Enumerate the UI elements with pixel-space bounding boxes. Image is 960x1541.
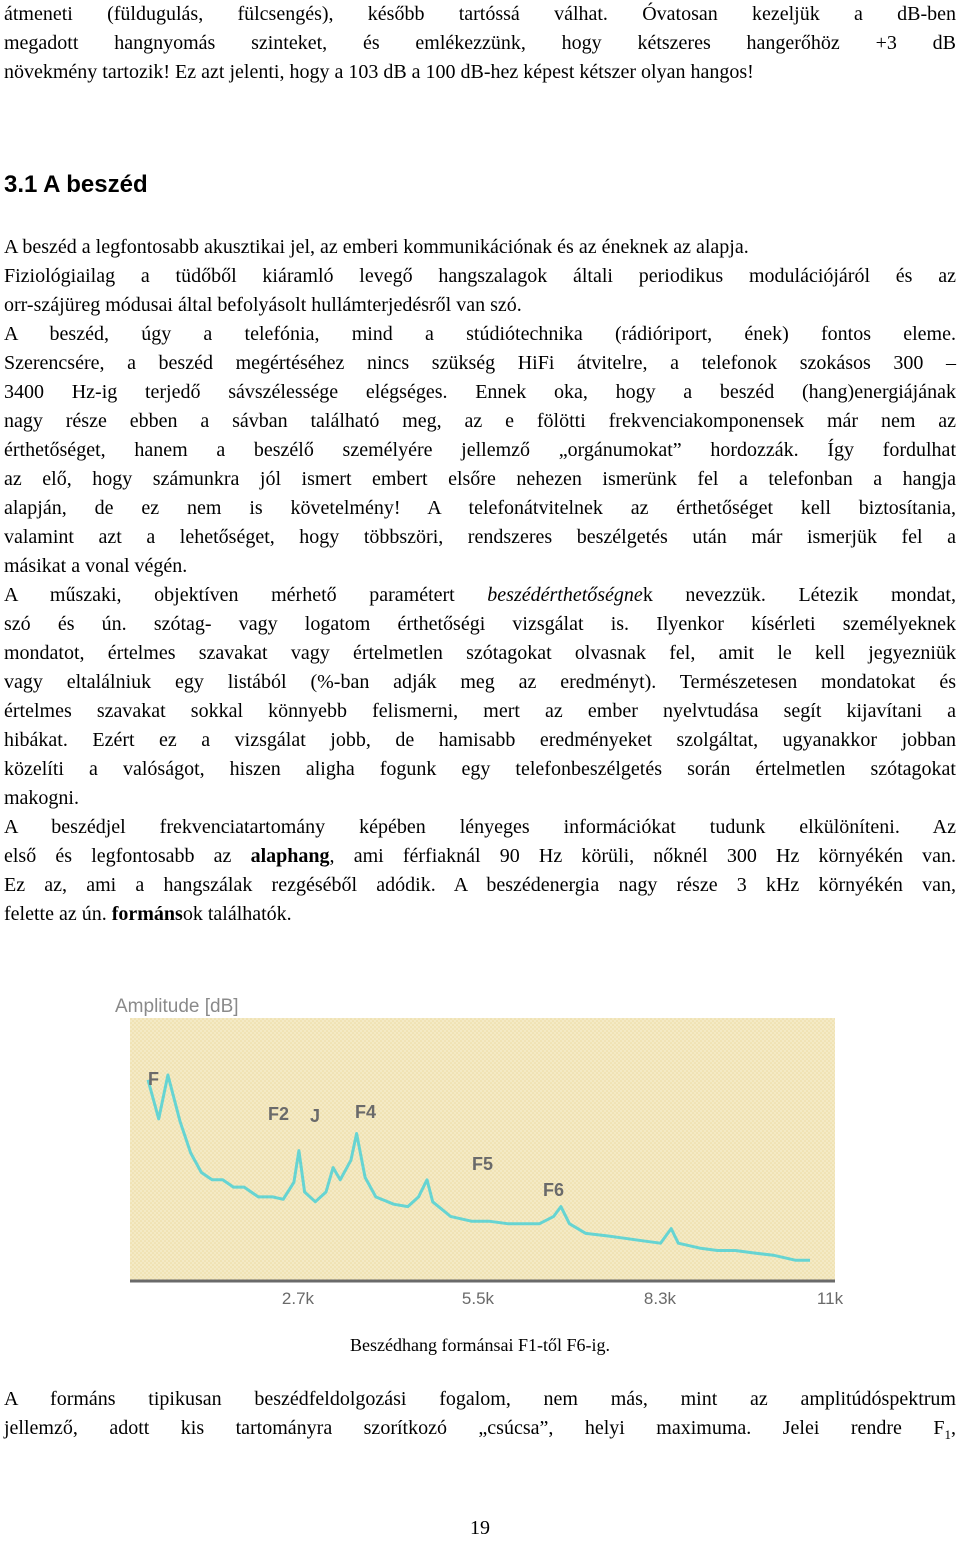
text-line: mondatot, értelmes szavakat vagy értelmetlen szótagokat olvasnak fel, amit le kell jegyezniük [4, 642, 956, 664]
text-span: , ami férfiaknál 90 Hz körüli, nőknél 300 Hz környékén van. [329, 845, 956, 867]
formant-peak-label: F2 [268, 1104, 290, 1124]
formant-peak-label: F6 [543, 1180, 565, 1200]
text-line: A beszéd, úgy a telefónia, mind a stúdiótechnika (rádióriport, ének) fontos eleme. [4, 323, 956, 345]
text-span: első és legfontosabb az [4, 845, 251, 867]
text-line: 3400 Hz-ig terjedő sávszélessége elégséges. Ennek oka, hogy a beszéd (hang)energiájának [4, 381, 956, 403]
text-line: makogni. [4, 787, 79, 809]
text-line: orr-szájüreg módusai által befolyásolt hullámterjedésről van szó. [4, 294, 522, 316]
formant-peak-label: F [148, 1069, 159, 1089]
text-line: érthetőséget, hanem a beszélő személyére jellemző „orgánumokat” hordozzák. Így fordulhat [4, 439, 956, 461]
text-line: közelíti a valóságot, hiszen aligha fogunk egy telefonbeszélgetés során értelmetlen szótagokat [4, 758, 956, 780]
x-tick-label: 5.5k [461, 1289, 495, 1308]
text-line [4, 581, 956, 610]
text-line: valamint azt a lehetőséget, hogy többszöri, rendszeres beszélgetés után már ismerjük fel a [4, 526, 956, 548]
text-line: A beszédjel frekvenciatartomány képében lényeges információkat tudunk elkülöníteni. Az [4, 816, 956, 838]
text-span: , [951, 1417, 956, 1439]
x-tick-label: 11k [816, 1289, 844, 1308]
y-axis-label: Amplitude [dB] [115, 996, 239, 1017]
page-number: 19 [470, 1517, 490, 1539]
x-tick-label: 8.3k [643, 1289, 677, 1308]
text-span: A műszaki, objektíven mérhető paramétert [4, 584, 488, 606]
text-line: Ez az, ami a hangszálak rezgéséből adódik. A beszédenergia nagy része 3 kHz környékén van, [4, 874, 956, 896]
subscript: 1 [944, 1427, 951, 1442]
text-line [4, 842, 956, 871]
text-line: alapján, de ez nem is követelmény! A telefonátvitelnek az érthetőséget kell biztosítania, [4, 497, 956, 519]
text-line: Szerencsére, a beszéd megértéséhez nincs szükség HiFi átvitelre, a telefonok szokásos 300 – [4, 352, 956, 374]
formant-chart [110, 990, 845, 1310]
text-line: A formáns tipikusan beszédfeldolgozási fogalom, nem más, mint az amplitúdóspektrum [4, 1388, 956, 1410]
text-line: hibákat. Ezért ez a vizsgálat jobb, de hamisabb eredményeket szolgáltat, ugyanakkor jobban [4, 729, 956, 751]
text-span: ok találhatók. [182, 903, 292, 925]
text-line: nagy része ebben a sávban található meg, az e fölötti frekvenciakomponensek már nem az [4, 410, 956, 432]
text-line: vagy eltalálniuk egy listából (%-ban adják meg az eredményt). Természetesen mondatokat és [4, 671, 956, 693]
text-line [4, 1414, 956, 1443]
text-span: k nevezzük. Létezik mondat, [642, 584, 956, 606]
text-line: Fiziológiailag a tüdőből kiáramló levegő hangszalagok általi periodikus modulációjáról és az [4, 265, 956, 287]
section-heading: 3.1 A beszéd [4, 171, 148, 198]
text-line: A beszéd a legfontosabb akusztikai jel, az emberi kommunikációnak és az éneknek az alapja. [4, 236, 749, 258]
figure-caption: Beszédhang formánsai F1-től F6-ig. [350, 1335, 610, 1355]
text-line: átmeneti (füldugulás, fülcsengés), később tartóssá válhat. Óvatosan kezeljük a dB-ben [4, 3, 956, 25]
text-line: megadott hangnyomás szinteket, és emlékezzünk, hogy kétszeres hangerőhöz +3 dB [4, 32, 956, 54]
italic-term: beszédérthetőségne [487, 584, 643, 606]
bold-term: alaphang [250, 845, 330, 867]
formant-peak-label: F5 [472, 1154, 494, 1174]
plot-background [130, 1018, 835, 1280]
formant-peak-label: F4 [355, 1102, 377, 1122]
formant-chart-svg [110, 990, 845, 1310]
text-span: jellemző, adott kis tartományra szorítkozó „csúcsa”, helyi maximuma. Jelei rendre F [4, 1417, 945, 1439]
text-line: növekmény tartozik! Ez azt jelenti, hogy a 103 dB a 100 dB-hez képest kétszer olyan hangos! [4, 61, 754, 83]
text-span: felette az ún. [4, 903, 112, 925]
bold-term: formáns [111, 903, 183, 925]
formant-peak-label: J [310, 1106, 321, 1126]
text-line: az elő, hogy számunkra jól ismert embert elsőre nehezen ismerünk fel a telefonban a hangja [4, 468, 956, 490]
text-line [4, 900, 956, 929]
text-line: másikat a vonal végén. [4, 555, 188, 577]
x-tick-label: 2.7k [281, 1289, 315, 1308]
text-line: szó és ún. szótag- vagy logatom érthetőségi vizsgálat is. Ilyenkor kísérleti személyeknek [4, 613, 956, 635]
text-line: értelmes szavakat sokkal könnyebb felismerni, mert az ember nyelvtudása segít kijavítani a [4, 700, 956, 722]
